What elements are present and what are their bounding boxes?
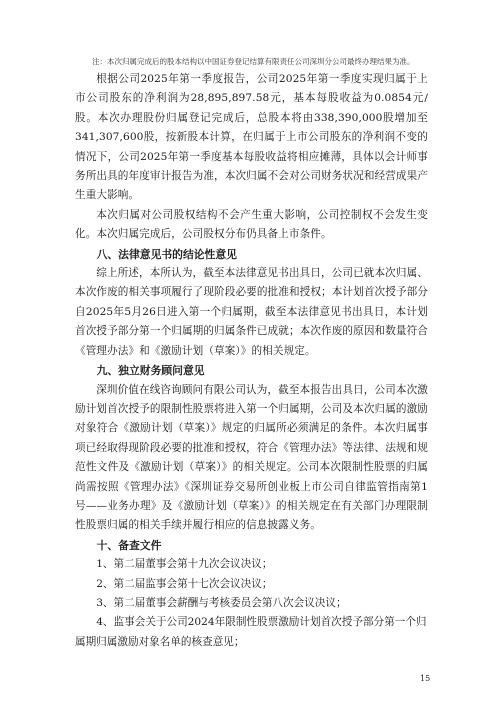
paragraph-eps-impact: 根据公司2025年第一季度报告，公司2025年第一季度实现归属于上市公司股东的净利润为28,895,897.58元，基本每股收益为0.0854元/股。本次办理股份归属登记完成后，总股本将由338,390,000股增加至341,307,600股，按新股本计算，在归属于上市公司股东的净利润不变的情况下，公司2025年第一季度基本每股收益将相应摊薄，具体以会计师事务所出具的年度审计报告为准，本次归属不会对公司财务状况和经营成果产生重大影响。	[75, 73, 428, 202]
paragraph-financial-advisor: 深圳价值在线咨询顾问有限公司认为，截至本报告出具日，公司本次激励计划首次授予的限制性股票将进入第一个归属期，公司及本次归属的激励对象符合《激励计划（草案）》规定的归属所必须满足的条件。本次归属事项已经取得现阶段必要的批准和授权，符合《管理办法》等法律、法规和规范性文件及《激励计划（草案）》的相关规定。公司本次限制性股票的归属尚需按照《管理办法》《深圳证券交易所创业板上市公司自律监管指南第1号——业务办理》及《激励计划（草案）》的相关规定在有关部门办理限制性股票归属的相关手续并履行相应的信息披露义务。	[75, 383, 428, 532]
heading-financial-advisor: 九、独立财务顾问意见	[96, 364, 205, 378]
list-item: 3、第二届董事会薪酬与考核委员会第八次会议决议；	[96, 596, 347, 609]
body-text	[75, 70, 428, 652]
paragraph-legal-opinion: 综上所述，本所认为，截至本法律意见书出具日，公司已就本次归属、本次作废的相关事项履行了现阶段必要的批准和授权；本计划首次授予部分自2025年5月26日进入第一个归属期，截至本法律意见书出具日，本计划首次授予部分第一个归属期的归属条件已成就；本次作废的原因和数量符合《管理办法》和《激励计划（草案）》的相关规定。	[75, 267, 428, 357]
list-item: 2、第二届监事会第十七次会议决议；	[96, 577, 273, 590]
paragraph-equity-structure: 本次归属对公司股权结构不会产生重大影响，公司控制权不会发生变化。本次归属完成后，公司股权分布仍具备上市条件。	[75, 208, 428, 241]
list-item: 1、第二届董事会第十九次会议决议；	[96, 558, 273, 571]
heading-reference-documents: 十、备查文件	[96, 538, 162, 552]
page-number: 15	[420, 674, 431, 683]
footnote-share-structure: 注：本次归属完成后的股本结构以中国证券登记结算有限责任公司深圳分公司最终办理结果为准。	[92, 57, 415, 66]
heading-legal-opinion: 八、法律意见书的结论性意见	[96, 247, 237, 261]
list-item: 4、监事会关于公司2024年限制性股票激励计划首次授予部分第一个归属期归属激励对象名单的核查意见；	[75, 616, 427, 648]
